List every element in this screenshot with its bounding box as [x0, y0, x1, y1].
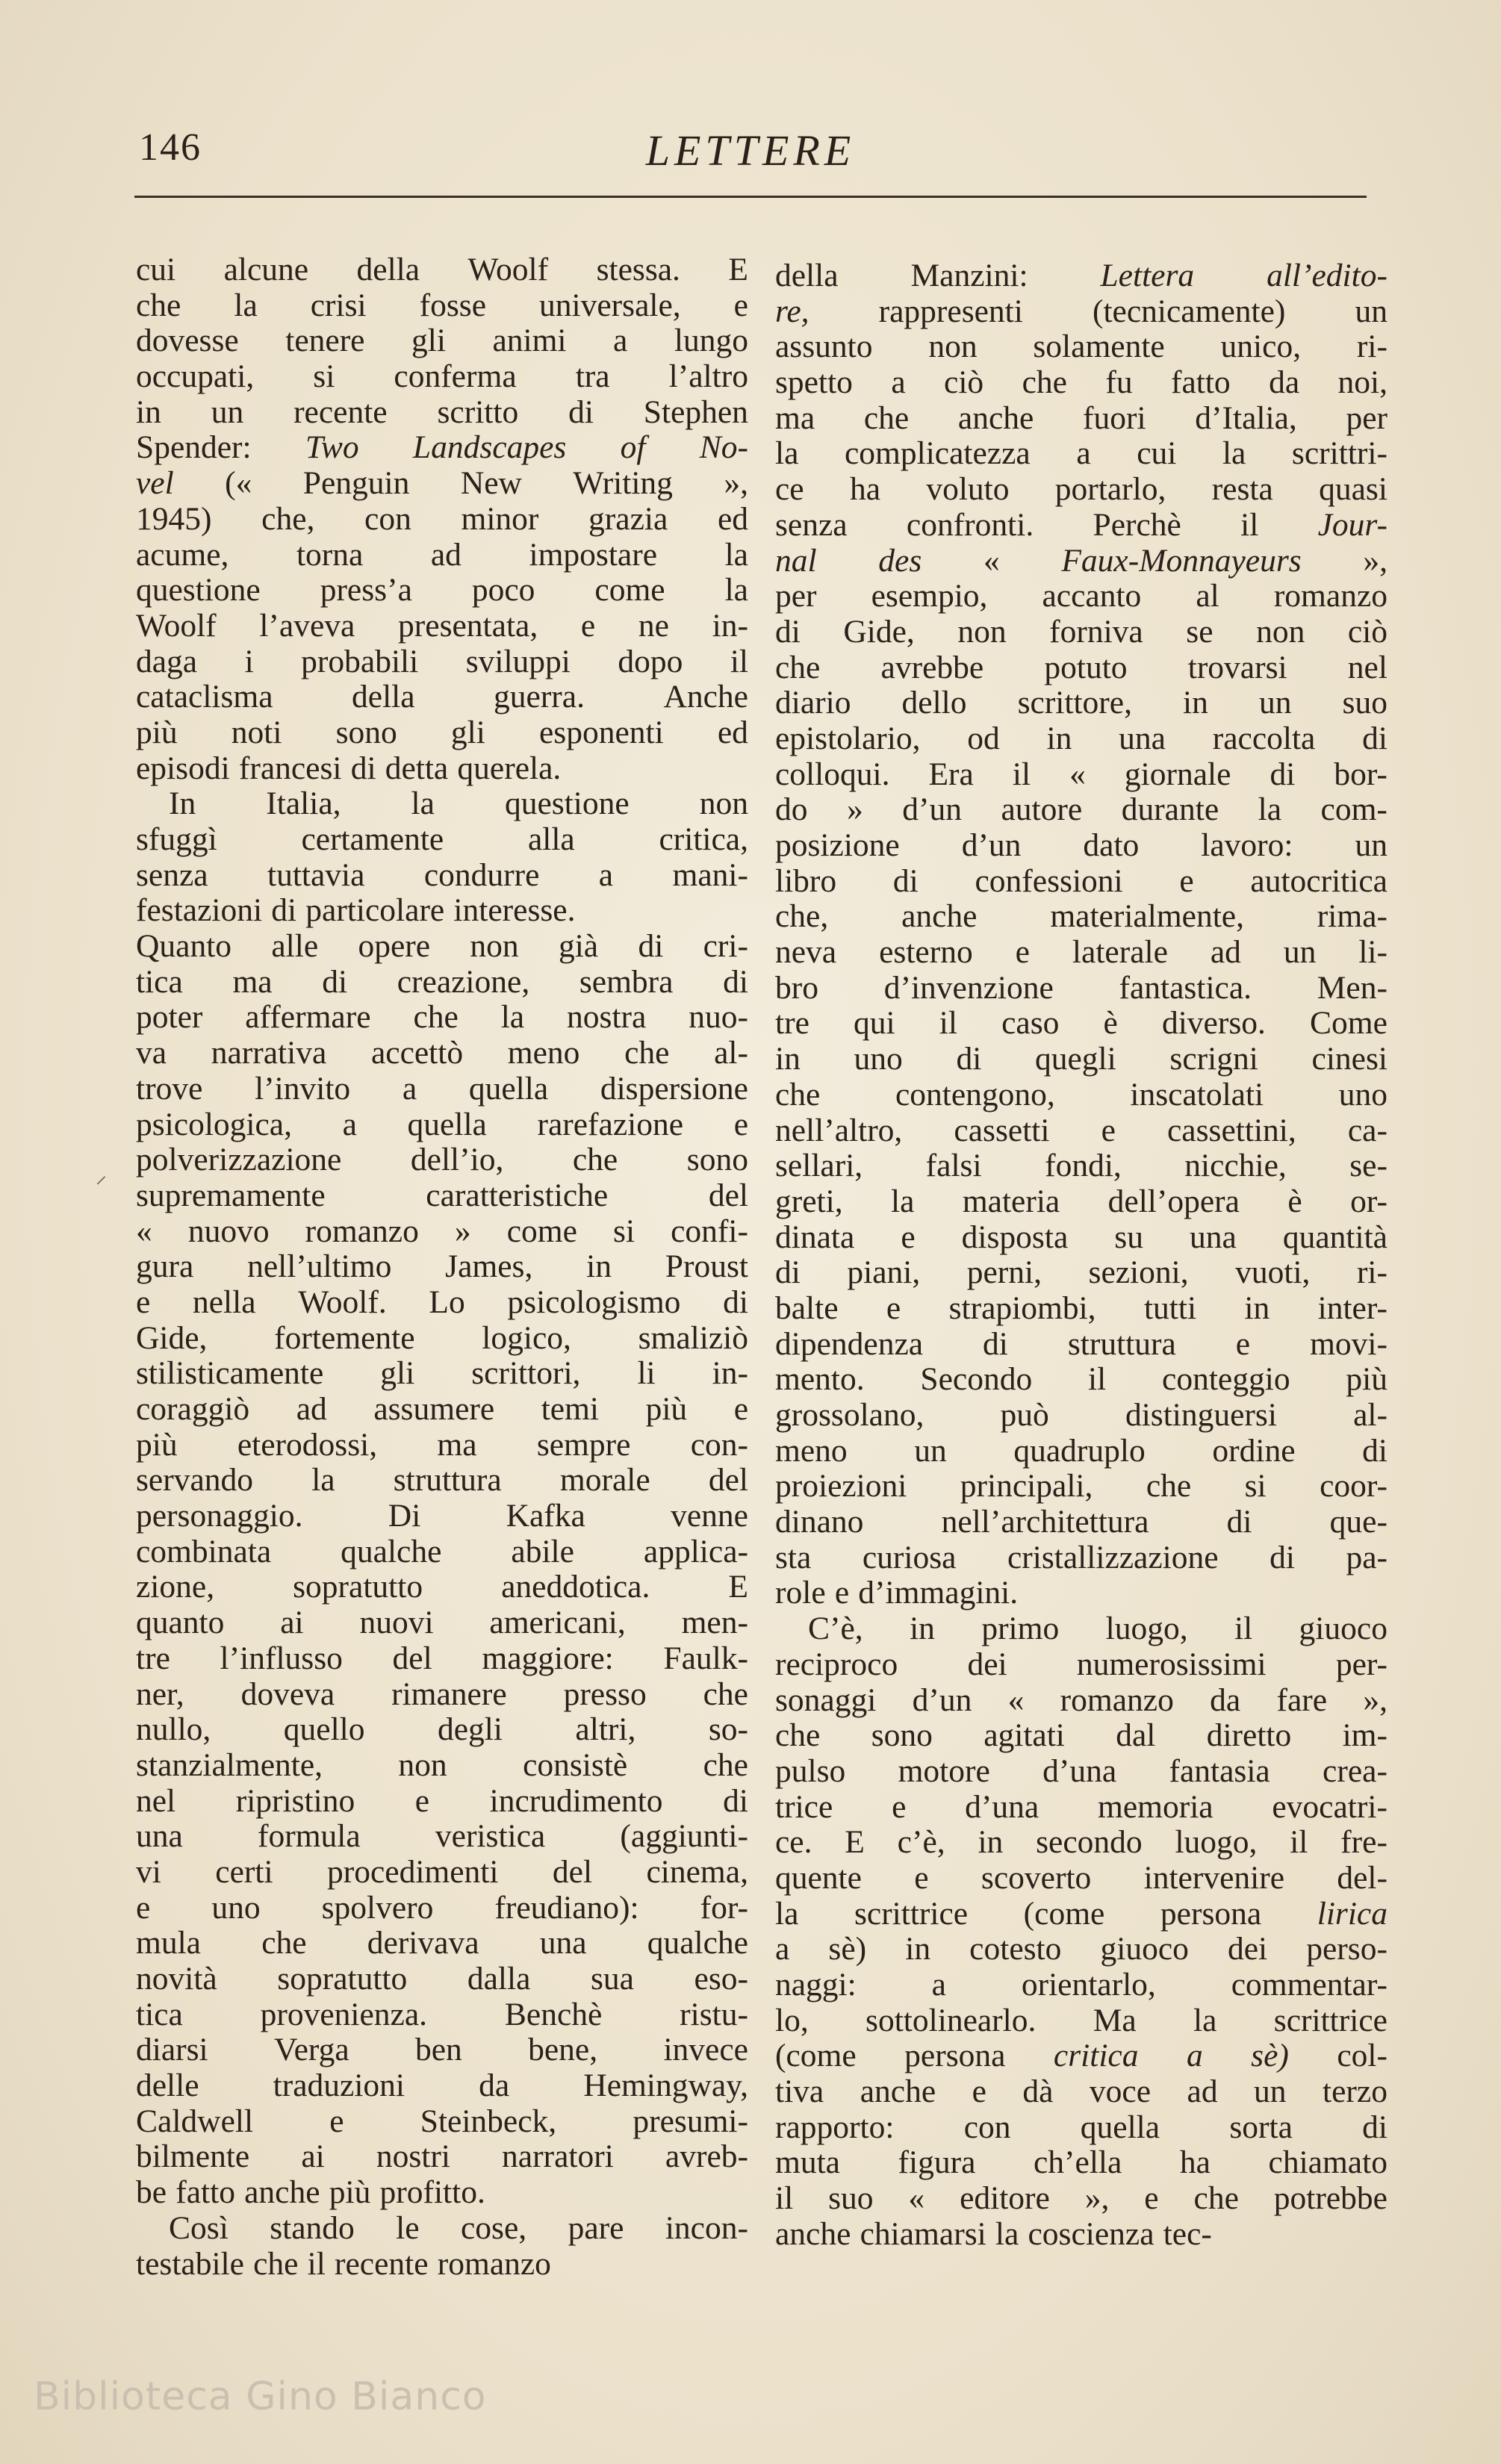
text-line: posizione d’un dato lavoro: un — [775, 827, 1387, 863]
text-line: a sè) in cotesto giuoco dei perso- — [775, 1931, 1387, 1967]
text-line: pulso motore d’una fantasia crea- — [775, 1752, 1387, 1789]
text-line: quanto ai nuovi americani, men- — [136, 1605, 748, 1641]
text-line: role e d’immagini. — [775, 1575, 1019, 1611]
text-line: e nella Woolf. Lo psicologismo di — [136, 1284, 748, 1320]
text-line: che sono agitati dal diretto im- — [775, 1717, 1387, 1754]
text-line: va narrativa accettò meno che al- — [136, 1035, 748, 1071]
text-line: muta figura ch’ella ha chiamato — [775, 2144, 1387, 2181]
text-line: naggi: a orientarlo, commentar- — [775, 1967, 1387, 2003]
text-line: cui alcune della Woolf stessa. E — [136, 252, 748, 287]
text-line: occupati, si conferma tra l’altro — [136, 358, 748, 395]
text-line: senza tuttavia condurre a mani- — [136, 856, 748, 893]
text-line: servando la struttura morale del — [136, 1462, 748, 1499]
text-line: senza confronti. Perchè il Jour- — [775, 506, 1387, 543]
text-line: e uno spolvero freudiano): for- — [136, 1889, 748, 1926]
text-line: daga i probabili sviluppi dopo il — [136, 643, 748, 679]
text-line: cataclisma della guerra. Anche — [136, 679, 748, 715]
text-line: balte e strapiombi, tutti in inter- — [775, 1289, 1387, 1326]
text-line: la scrittrice (come persona lirica — [775, 1895, 1387, 1932]
text-line: in un recente scritto di Stephen — [136, 393, 748, 430]
text-line: episodi francesi di detta querela. — [136, 750, 562, 786]
text-line: dinata e disposta su una quantità — [775, 1219, 1387, 1255]
text-line: sta curiosa cristallizzazione di pa- — [775, 1539, 1387, 1575]
header-rule — [134, 196, 1367, 198]
text-line: mento. Secondo il conteggio più — [775, 1361, 1387, 1398]
text-line: che, anche materialmente, rima- — [775, 898, 1387, 935]
text-line: diarsi Verga ben bene, invece — [136, 2032, 748, 2068]
text-line: personaggio. Di Kafka venne — [136, 1498, 748, 1534]
text-line: questione press’a poco come la — [136, 572, 748, 609]
text-line: vi certi procedimenti del cinema, — [136, 1853, 748, 1890]
text-line: grossolano, può distinguersi al- — [775, 1397, 1387, 1433]
text-line: In Italia, la questione non — [169, 785, 748, 822]
text-line: Quanto alle opere non già di cri- — [136, 928, 748, 965]
text-line: coraggiò ad assumere temi più e — [136, 1391, 748, 1427]
text-line: Gide, fortemente logico, smaliziò — [136, 1319, 748, 1356]
text-line: quente e scoverto intervenire del- — [775, 1859, 1387, 1896]
text-line: nell’altro, cassetti e cassettini, ca- — [775, 1112, 1387, 1148]
text-line: di piani, perni, sezioni, vuoti, ri- — [775, 1254, 1387, 1291]
text-line: una formula veristica (aggiunti- — [136, 1818, 748, 1855]
text-line: ce. E c’è, in secondo luogo, il fre- — [775, 1824, 1387, 1861]
text-line: sellari, falsi fondi, nicchie, se- — [775, 1148, 1387, 1184]
text-line: testabile che il recente romanzo — [136, 2245, 551, 2282]
margin-mark: ⸝ — [96, 1163, 107, 1189]
text-line: tica provenienza. Benchè ristu- — [136, 1996, 748, 2032]
text-line: assunto non solamente unico, ri- — [775, 329, 1387, 365]
text-line: re, rappresenti (tecnicamente) un — [775, 293, 1387, 329]
text-line: poter affermare che la nostra nuo- — [136, 999, 748, 1036]
text-line: dinano nell’architettura di que- — [775, 1504, 1387, 1540]
text-line: 1945) che, con minor grazia ed — [136, 500, 748, 537]
text-line: epistolario, od in una raccolta di — [775, 720, 1387, 756]
text-line: colloqui. Era il « giornale di bor- — [775, 756, 1387, 792]
text-line: nullo, quello degli altri, so- — [136, 1711, 748, 1748]
text-line: polverizzazione dell’io, che sono — [136, 1142, 748, 1178]
text-line: meno un quadruplo ordine di — [775, 1432, 1387, 1469]
text-line: il suo « editore », e che potrebbe — [775, 2180, 1387, 2217]
text-line: ce ha voluto portarlo, resta quasi — [775, 471, 1387, 508]
text-line: Caldwell e Steinbeck, presumi- — [136, 2103, 748, 2139]
text-line: anche chiamarsi la coscienza tec- — [775, 2215, 1212, 2252]
text-line: novità sopratutto dalla sua eso- — [136, 1961, 748, 1997]
text-line: supremamente caratteristiche del — [136, 1177, 748, 1213]
text-line: psicologica, a quella rarefazione e — [136, 1106, 748, 1142]
text-line: tre l’influsso del maggiore: Faulk- — [136, 1640, 748, 1676]
text-line: tre qui il caso è diverso. Come — [775, 1005, 1387, 1042]
text-line: reciproco dei numerosissimi per- — [775, 1646, 1387, 1682]
text-line: acume, torna ad impostare la — [136, 536, 748, 573]
right-column — [775, 258, 1387, 2253]
text-line: in uno di quegli scrigni cinesi — [775, 1041, 1387, 1077]
text-line: combinata qualche abile applica- — [136, 1533, 748, 1569]
text-line: ner, doveva rimanere presso che — [136, 1676, 748, 1712]
text-line: della Manzini: Lettera all’edito- — [775, 258, 1387, 293]
text-line: be fatto anche più profitto. — [136, 2174, 485, 2211]
text-line: che avrebbe potuto trovarsi nel — [775, 649, 1387, 685]
text-line: trove l’invito a quella dispersione — [136, 1070, 748, 1107]
text-line: per esempio, accanto al romanzo — [775, 578, 1387, 615]
text-line: diario dello scrittore, in un suo — [775, 685, 1387, 721]
text-line: tiva anche e dà voce ad un terzo — [775, 2073, 1387, 2110]
text-line: trice e d’una memoria evocatri- — [775, 1788, 1387, 1825]
text-line: dipendenza di struttura e movi- — [775, 1325, 1387, 1362]
text-line: mula che derivava una qualche — [136, 1925, 748, 1961]
text-line: di Gide, non forniva se non ciò — [775, 613, 1387, 650]
text-line: C’è, in primo luogo, il giuoco — [808, 1611, 1387, 1647]
text-line: bro d’invenzione fantastica. Men- — [775, 969, 1387, 1006]
page-number: 146 — [139, 126, 202, 169]
text-line: Così stando le cose, pare incon- — [169, 2209, 748, 2246]
left-column — [136, 252, 748, 2282]
text-line: do » d’un autore durante la com- — [775, 791, 1387, 828]
text-line: che contengono, inscatolati uno — [775, 1076, 1387, 1113]
text-line: nel ripristino e incrudimento di — [136, 1782, 748, 1819]
text-line: zione, sopratutto aneddotica. E — [136, 1569, 748, 1605]
text-line: ma che anche fuori d’Italia, per — [775, 399, 1387, 436]
text-line: più noti sono gli esponenti ed — [136, 714, 748, 750]
text-line: festazioni di particolare interesse. — [136, 892, 576, 929]
text-line: greti, la materia dell’opera è or- — [775, 1183, 1387, 1219]
text-line: Woolf l’aveva presentata, e ne in- — [136, 607, 748, 644]
text-line: vel (« Penguin New Writing », — [136, 465, 748, 502]
text-line: lo, sottolinearlo. Ma la scrittrice — [775, 2002, 1387, 2038]
text-line: proiezioni principali, che si coor- — [775, 1468, 1387, 1505]
text-line: « nuovo romanzo » come si confi- — [136, 1213, 748, 1249]
text-line: gura nell’ultimo James, in Proust — [136, 1248, 748, 1285]
text-line: Spender: Two Landscapes of No- — [136, 429, 748, 466]
text-line: neva esterno e laterale ad un li- — [775, 934, 1387, 971]
text-line: stilisticamente gli scrittori, li in- — [136, 1355, 748, 1392]
text-line: (come persona critica a sè) col- — [775, 2038, 1387, 2074]
text-line: bilmente ai nostri narratori avreb- — [136, 2138, 748, 2175]
text-line: rapporto: con quella sorta di — [775, 2109, 1387, 2145]
watermark: Biblioteca Gino Bianco — [34, 2374, 487, 2419]
text-line: stanzialmente, non consistè che — [136, 1746, 748, 1783]
text-line: che la crisi fosse universale, e — [136, 287, 748, 323]
text-line: delle traduzioni da Hemingway, — [136, 2068, 748, 2104]
text-line: sonaggi d’un « romanzo da fare », — [775, 1681, 1387, 1718]
text-line: dovesse tenere gli animi a lungo — [136, 323, 748, 359]
text-line: sfuggì certamente alla critica, — [136, 821, 748, 857]
text-line: nal des « Faux-Monnayeurs », — [775, 542, 1387, 579]
page-header — [134, 119, 1367, 187]
text-line: tica ma di creazione, sembra di — [136, 963, 748, 1000]
text-line: la complicatezza a cui la scrittri- — [775, 435, 1387, 472]
text-line: più eterodossi, ma sempre con- — [136, 1426, 748, 1463]
text-line: spetto a ciò che fu fatto da noi, — [775, 364, 1387, 401]
running-head: LETTERE — [645, 126, 856, 175]
text-line: libro di confessioni e autocritica — [775, 862, 1387, 899]
